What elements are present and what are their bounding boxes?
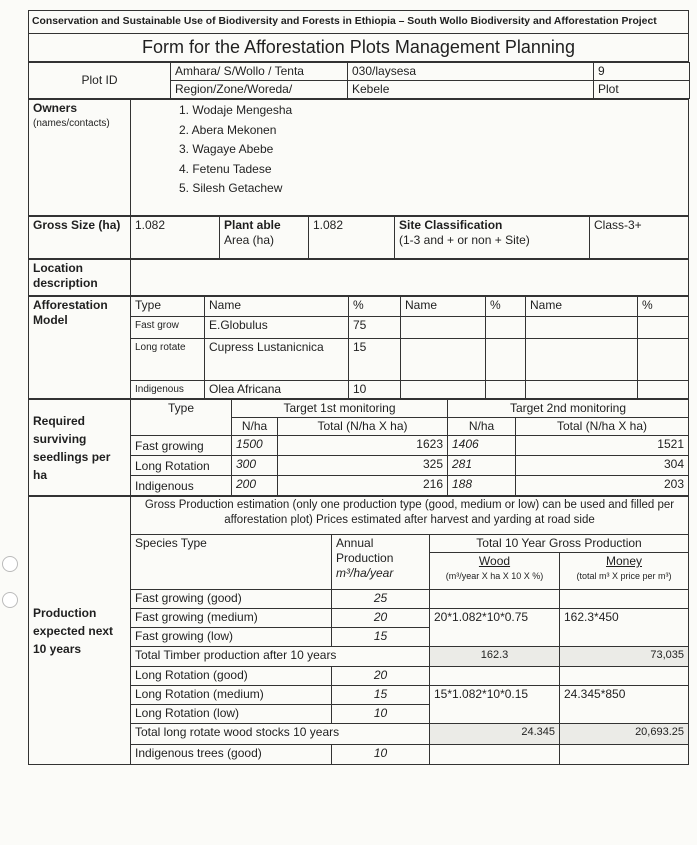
production-header-total: Total 10 Year Gross Production	[430, 535, 689, 553]
project-line: Conservation and Sustainable Use of Biodiversity and Forests in Ethiopia – South Wollo Biodiversity and Afforestation Project	[29, 11, 689, 34]
owner-item: 3. Wagaye Abebe	[179, 142, 274, 156]
owner-item: 5. Silesh Getachew	[179, 181, 283, 195]
timber-total-wood: 162.3	[430, 647, 560, 667]
seedlings-row-n1: 1500	[232, 436, 278, 456]
plantable-label-cell	[220, 217, 309, 259]
seedlings-header-target1: Target 1st monitoring	[232, 400, 448, 418]
seedlings-header-type: Type	[131, 400, 232, 436]
seedlings-header-target2: Target 2nd monitoring	[448, 400, 689, 418]
model-header-name: Name	[205, 297, 349, 317]
production-table	[28, 496, 689, 765]
seedlings-row-n2: 1406	[448, 436, 516, 456]
lr-total-money: 20,693.25	[560, 724, 689, 745]
site-class-value: Class-3+	[590, 217, 689, 259]
punch-hole	[2, 592, 18, 608]
seedlings-row-n1: 300	[232, 456, 278, 476]
model-row-name: Cupress Lustanicnica	[205, 339, 349, 381]
fg-low-value: 15	[332, 628, 430, 647]
owner-item: 1. Wodaje Mengesha	[179, 103, 293, 117]
ind-good-value: 10	[332, 745, 430, 765]
plantable-value: 1.082	[309, 217, 395, 259]
seedlings-label: Required surviving seedlings per ha	[29, 400, 131, 496]
location-table	[28, 259, 689, 296]
production-label: Production expected next 10 years	[29, 497, 131, 765]
plot-value: 9	[594, 63, 690, 81]
seedlings-row-type: Indigenous	[131, 476, 232, 496]
seedlings-row-n1: 200	[232, 476, 278, 496]
lr-money-formula: 24.345*850	[560, 686, 689, 724]
lr-total-wood: 24.345	[430, 724, 560, 745]
form-page	[28, 10, 689, 765]
owners-table	[28, 99, 689, 216]
seedlings-row-n2: 188	[448, 476, 516, 496]
model-header-pct-3: %	[638, 297, 689, 317]
owners-label-cell	[29, 100, 131, 216]
kebele-label: Kebele	[348, 81, 594, 99]
production-header-money: Money	[605, 554, 643, 568]
owners-list	[131, 100, 689, 216]
production-header-annual: Annual Production	[336, 536, 394, 565]
header-table	[28, 10, 689, 62]
lr-good-value: 20	[332, 667, 430, 686]
owners-sublabel: (names/contacts)	[33, 118, 110, 129]
production-note: Gross Production estimation (only one production type (good, medium or low) can be used and filled per afforestation plot) Prices estimated after harvest and yarding at road side	[131, 497, 689, 535]
seedlings-row-t2: 203	[516, 476, 689, 496]
lr-total-label: Total long rotate wood stocks 10 years	[131, 724, 430, 745]
lr-wood-formula: 15*1.082*10*0.15	[430, 686, 560, 724]
model-header-type: Type	[131, 297, 205, 317]
fg-good-label: Fast growing (good)	[131, 590, 332, 609]
lr-good-label: Long Rotation (good)	[131, 667, 332, 686]
timber-total-money: 73,035	[560, 647, 689, 667]
lr-medium-value: 15	[332, 686, 430, 705]
plantable-sublabel: Area (ha)	[224, 233, 275, 247]
seedlings-row-t1: 1623	[278, 436, 448, 456]
fg-low-label: Fast growing (low)	[131, 628, 332, 647]
production-header-wood: Wood	[478, 554, 511, 568]
production-header-money-cell	[560, 553, 689, 590]
fg-medium-label: Fast growing (medium)	[131, 609, 332, 628]
model-header-name-2: Name	[401, 297, 486, 317]
lr-low-label: Long Rotation (low)	[131, 705, 332, 724]
model-label: Afforestation Model	[29, 297, 131, 399]
fg-money-formula: 162.3*450	[560, 609, 689, 647]
production-header-wood-unit: (m³/year X ha X 10 X %)	[445, 571, 544, 581]
fg-medium-value: 20	[332, 609, 430, 628]
fg-wood-formula: 20*1.082*10*0.75	[430, 609, 560, 647]
plot-id-label: Plot ID	[29, 63, 171, 99]
site-class-sublabel: (1-3 and + or non + Site)	[399, 233, 530, 247]
production-header-wood-cell	[430, 553, 560, 590]
seedlings-row-n2: 281	[448, 456, 516, 476]
plantable-label: Plant able	[224, 218, 281, 232]
owners-label: Owners	[33, 101, 78, 115]
model-row-type: Fast grow	[131, 317, 205, 339]
seedlings-header-nha-2: N/ha	[448, 418, 516, 436]
production-header-annual-cell	[332, 535, 430, 590]
gross-size-value: 1.082	[131, 217, 220, 259]
seedlings-row-type: Fast growing	[131, 436, 232, 456]
seedlings-header-nha: N/ha	[232, 418, 278, 436]
region-label: Region/Zone/Woreda/	[171, 81, 348, 99]
production-header-money-unit: (total m³ X price per m³)	[576, 571, 672, 581]
punch-hole	[2, 556, 18, 572]
site-class-label: Site Classification	[399, 218, 503, 232]
seedlings-row-t2: 1521	[516, 436, 689, 456]
plot-label: Plot	[594, 81, 690, 99]
seedlings-table	[28, 399, 689, 496]
model-header-name-3: Name	[526, 297, 638, 317]
model-row-name: Olea Africana	[205, 381, 349, 399]
owner-item: 2. Abera Mekonen	[179, 122, 277, 137]
seedlings-header-total: Total (N/ha X ha)	[278, 418, 448, 436]
kebele-value: 030/laysesa	[348, 63, 594, 81]
model-row-pct: 10	[349, 381, 401, 399]
region-value: Amhara/ S/Wollo / Tenta	[171, 63, 348, 81]
lr-medium-label: Long Rotation (medium)	[131, 686, 332, 705]
seedlings-row-t2: 304	[516, 456, 689, 476]
model-table	[28, 296, 689, 399]
location-label: Location description	[29, 260, 131, 296]
model-row-pct: 15	[349, 339, 401, 381]
model-row-type: Long rotate	[131, 339, 205, 381]
ind-good-label: Indigenous trees (good)	[131, 745, 332, 765]
seedlings-row-t1: 325	[278, 456, 448, 476]
seedlings-row-t1: 216	[278, 476, 448, 496]
model-header-pct-2: %	[486, 297, 526, 317]
owner-item: 4. Fetenu Tadese	[179, 161, 272, 176]
site-class-label-cell	[395, 217, 590, 259]
model-header-pct: %	[349, 297, 401, 317]
production-header-species: Species Type	[131, 535, 332, 590]
model-row-name: E.Globulus	[205, 317, 349, 339]
gross-size-label: Gross Size (ha)	[29, 217, 131, 259]
size-table	[28, 216, 689, 259]
seedlings-row-type: Long Rotation	[131, 456, 232, 476]
production-header-annual-unit: m³/ha/year	[336, 566, 394, 580]
lr-low-value: 10	[332, 705, 430, 724]
form-title: Form for the Afforestation Plots Management Planning	[29, 34, 689, 62]
seedlings-header-total-2: Total (N/ha X ha)	[516, 418, 689, 436]
model-row-type: Indigenous	[131, 381, 205, 399]
timber-total-label: Total Timber production after 10 years	[131, 647, 430, 667]
plot-id-table	[28, 62, 690, 99]
location-value	[131, 260, 689, 296]
model-row-pct: 75	[349, 317, 401, 339]
fg-good-value: 25	[332, 590, 430, 609]
